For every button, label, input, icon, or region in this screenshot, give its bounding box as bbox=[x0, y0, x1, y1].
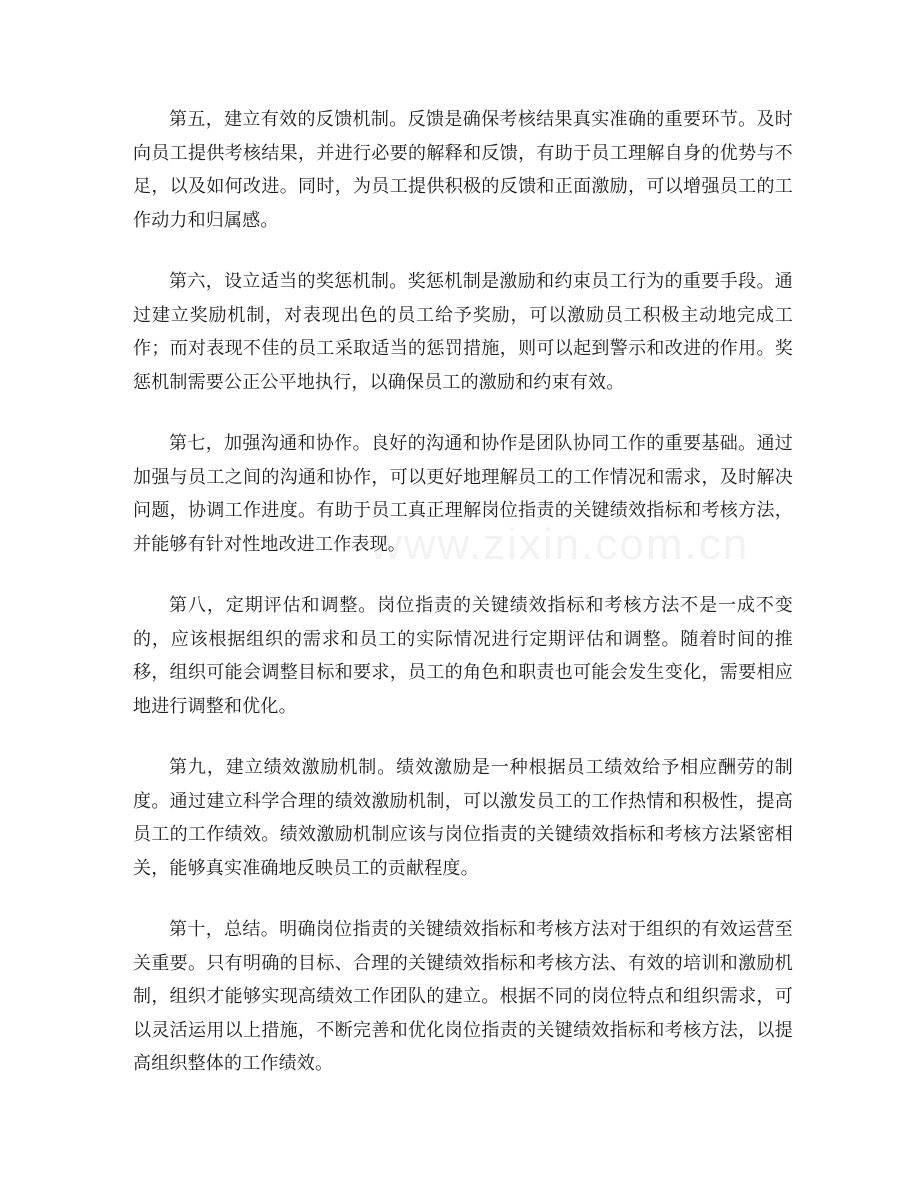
watermark: www.zixin.com.cn bbox=[370, 520, 750, 569]
paragraph-eighth: 第八，定期评估和调整。岗位指责的关键绩效指标和考核方法不是一成不变的，应该根据组织的需求和员工的实际情况进行定期评估和调整。随着时间的推移，组织可能会调整目标和要求，员工的角色和职责也可能会发生变化，需要相应地进行调整和优化。 bbox=[133, 595, 793, 717]
paragraph-tenth: 第十，总结。明确岗位指责的关键绩效指标和考核方法对于组织的有效运营至关重要。只有明确的目标、合理的关键绩效指标和考核方法、有效的培训和激励机制，组织才能够实现高绩效工作团队的建立。根据不同的岗位特点和组织需求，可以灵活运用以上措施，不断完善和优化岗位指责的关键绩效指标和考核方法，以提高组织整体的工作绩效。 bbox=[133, 919, 793, 1074]
paragraph-fifth: 第五，建立有效的反馈机制。反馈是确保考核结果真实准确的重要环节。及时向员工提供考核结果，并进行必要的解释和反馈，有助于员工理解自身的优势与不足，以及如何改进。同时，为员工提供积极的反馈和正面激励，可以增强员工的工作动力和归属感。 bbox=[133, 109, 793, 231]
paragraph-ninth: 第九，建立绩效激励机制。绩效激励是一种根据员工绩效给予相应酬劳的制度。通过建立科学合理的绩效激励机制，可以激发员工的工作热情和积极性，提高员工的工作绩效。绩效激励机制应该与岗位指责的关键绩效指标和考核方法紧密相关，能够真实准确地反映员工的贡献程度。 bbox=[133, 757, 793, 879]
paragraph-sixth: 第六，设立适当的奖惩机制。奖惩机制是激励和约束员工行为的重要手段。通过建立奖励机制，对表现出色的员工给予奖励，可以激励员工积极主动地完成工作；而对表现不佳的员工采取适当的惩罚措施，则可以起到警示和改进的作用。奖惩机制需要公正公平地执行，以确保员工的激励和约束有效。 bbox=[133, 271, 793, 393]
document-body bbox=[133, 103, 793, 1109]
paragraph-seventh: 第七，加强沟通和协作。良好的沟通和协作是团队协同工作的重要基础。通过加强与员工之间的沟通和协作，可以更好地理解员工的工作情况和需求，及时解决问题，协调工作进度。有助于员工真正理解岗位指责的关键绩效指标和考核方法，并能够有针对性地改进工作表现。 bbox=[133, 433, 793, 555]
